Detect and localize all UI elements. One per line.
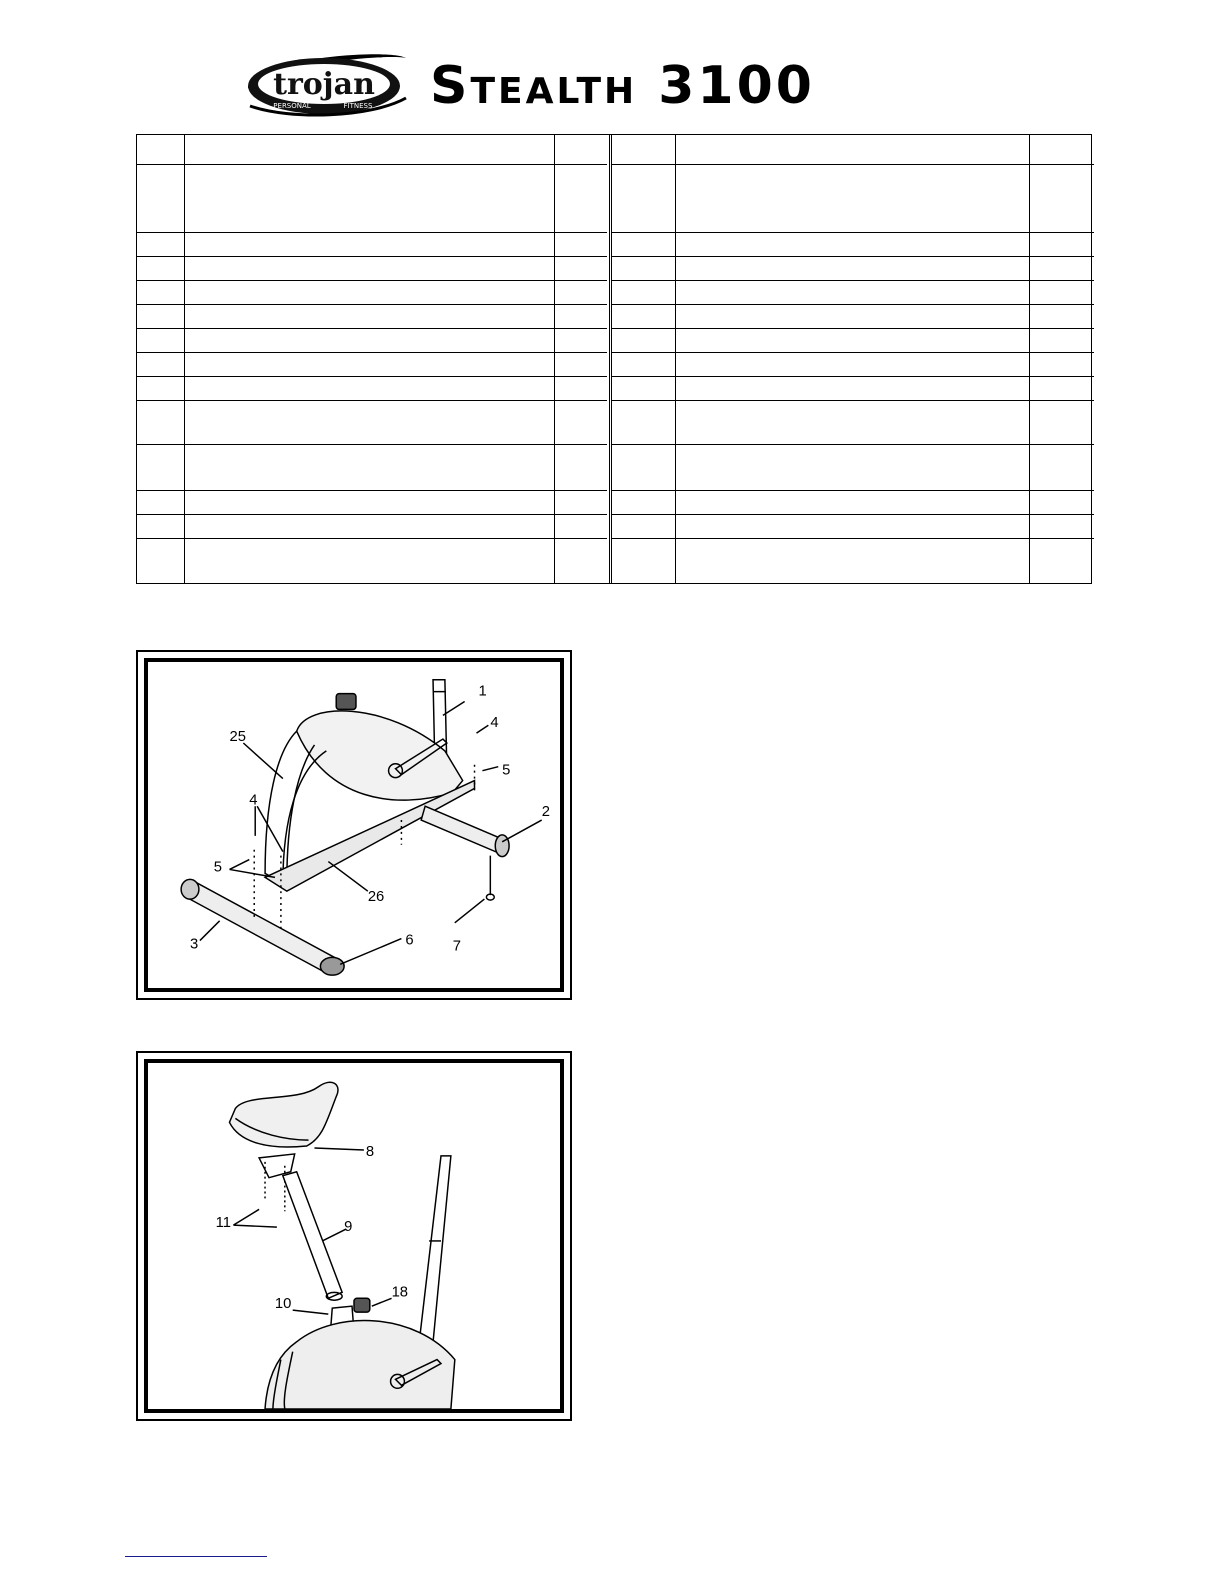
- parts-right-cell: [676, 135, 1030, 164]
- parts-right-cell: [676, 353, 1030, 376]
- parts-left-row: [137, 135, 607, 165]
- callout-10: 10: [274, 1296, 292, 1313]
- parts-right-row: [612, 135, 1094, 165]
- parts-right-cell: [612, 515, 676, 538]
- callout-4a: 4: [490, 715, 499, 732]
- callout-4b: 4: [249, 792, 258, 809]
- callout-26: 26: [367, 889, 385, 906]
- parts-left-cell: [137, 491, 185, 514]
- parts-left-cell: [185, 135, 555, 164]
- parts-left-cell: [185, 515, 555, 538]
- parts-left-row: [137, 491, 607, 515]
- parts-left-row: [137, 377, 607, 401]
- parts-left-cell: [137, 515, 185, 538]
- parts-left-cell: [185, 281, 555, 304]
- parts-right-cell: [612, 491, 676, 514]
- parts-right-row: [612, 445, 1094, 491]
- parts-right-cell: [676, 165, 1030, 232]
- callout-8: 8: [365, 1143, 375, 1160]
- parts-right-row: [612, 515, 1094, 539]
- figure-2-frame: [144, 1059, 564, 1413]
- parts-table-right: [609, 135, 1094, 583]
- parts-right-row: [612, 257, 1094, 281]
- parts-left-row: [137, 445, 607, 491]
- parts-right-row: [612, 377, 1094, 401]
- parts-left-cell: [137, 305, 185, 328]
- parts-left-cell: [185, 305, 555, 328]
- parts-right-cell: [676, 491, 1030, 514]
- parts-left-cell: [137, 401, 185, 444]
- parts-right-cell: [612, 445, 676, 490]
- parts-right-cell: [612, 377, 676, 400]
- parts-right-row: [612, 281, 1094, 305]
- parts-right-cell: [612, 305, 676, 328]
- parts-right-row: [612, 329, 1094, 353]
- parts-right-row: [612, 539, 1094, 584]
- parts-left-row: [137, 165, 607, 233]
- parts-left-cell: [137, 135, 185, 164]
- parts-left-cell: [137, 257, 185, 280]
- parts-right-cell: [612, 233, 676, 256]
- logo-sub-right: FITNESS: [343, 102, 373, 110]
- parts-left-row: [137, 257, 607, 281]
- parts-right-cell: [676, 377, 1030, 400]
- logo-sub-left: PERSONAL: [273, 102, 311, 110]
- parts-left-row: [137, 281, 607, 305]
- parts-right-cell: [676, 539, 1030, 584]
- parts-left-cell: [137, 445, 185, 490]
- parts-left-cell: [137, 329, 185, 352]
- parts-left-cell: [185, 445, 555, 490]
- parts-right-row: [612, 233, 1094, 257]
- parts-left-cell: [185, 257, 555, 280]
- parts-left-cell: [137, 353, 185, 376]
- parts-right-cell: [676, 515, 1030, 538]
- parts-left-cell: [185, 491, 555, 514]
- parts-left-row: [137, 305, 607, 329]
- parts-right-cell: [676, 233, 1030, 256]
- parts-table-left: [137, 135, 607, 583]
- parts-right-cell: [612, 401, 676, 444]
- parts-left-cell: [185, 353, 555, 376]
- parts-right-cell: [612, 329, 676, 352]
- parts-right-cell: [612, 165, 676, 232]
- parts-left-row: [137, 539, 607, 584]
- parts-right-cell: [612, 539, 676, 584]
- assembly-figure-1: [136, 650, 572, 1000]
- trojan-logo-graphic: [240, 48, 408, 120]
- parts-right-cell: [676, 281, 1030, 304]
- figure-1-frame: [144, 658, 564, 992]
- callout-11: 11: [215, 1215, 231, 1232]
- parts-right-cell: [676, 329, 1030, 352]
- parts-table: [136, 134, 1092, 584]
- bike-frame-diagram: [148, 662, 560, 988]
- parts-left-row: [137, 329, 607, 353]
- parts-left-cell: [185, 165, 555, 232]
- parts-right-row: [612, 401, 1094, 445]
- parts-right-cell: [612, 353, 676, 376]
- parts-left-cell: [185, 233, 555, 256]
- parts-left-cell: [137, 281, 185, 304]
- callout-9: 9: [344, 1219, 353, 1236]
- parts-left-cell: [137, 165, 185, 232]
- parts-right-row: [612, 305, 1094, 329]
- parts-left-cell: [137, 233, 185, 256]
- callout-25: 25: [229, 729, 246, 746]
- page-header: [0, 44, 1224, 124]
- parts-left-row: [137, 353, 607, 377]
- callout-1: 1: [478, 683, 487, 700]
- parts-right-row: [612, 165, 1094, 233]
- trojan-logo: [240, 48, 408, 120]
- parts-right-cell: [676, 305, 1030, 328]
- callout-18: 18: [391, 1284, 409, 1301]
- parts-right-cell: [676, 257, 1030, 280]
- assembly-figure-2: [136, 1051, 572, 1421]
- seat-assembly-diagram: [148, 1063, 560, 1409]
- parts-right-cell: [612, 135, 676, 164]
- parts-left-cell: [185, 377, 555, 400]
- parts-right-row: [612, 353, 1094, 377]
- parts-left-row: [137, 515, 607, 539]
- parts-left-row: [137, 233, 607, 257]
- callout-7: 7: [452, 938, 462, 955]
- parts-left-cell: [185, 539, 555, 584]
- parts-left-cell: [185, 329, 555, 352]
- footer-link-underline[interactable]: [125, 1556, 267, 1557]
- parts-left-cell: [185, 401, 555, 444]
- parts-right-cell: [612, 257, 676, 280]
- parts-right-cell: [676, 445, 1030, 490]
- parts-left-cell: [137, 539, 185, 584]
- callout-3: 3: [190, 936, 199, 953]
- parts-left-row: [137, 401, 607, 445]
- callout-6: 6: [405, 932, 414, 949]
- parts-right-cell: [676, 401, 1030, 444]
- callout-5a: 5: [502, 762, 511, 779]
- parts-right-cell: [612, 281, 676, 304]
- logo-brand-text: trojan: [273, 67, 375, 102]
- parts-left-cell: [137, 377, 185, 400]
- parts-right-row: [612, 491, 1094, 515]
- callout-5b: 5: [213, 859, 222, 876]
- callout-2: 2: [541, 804, 550, 821]
- page-title: Stealth 3100: [430, 56, 815, 116]
